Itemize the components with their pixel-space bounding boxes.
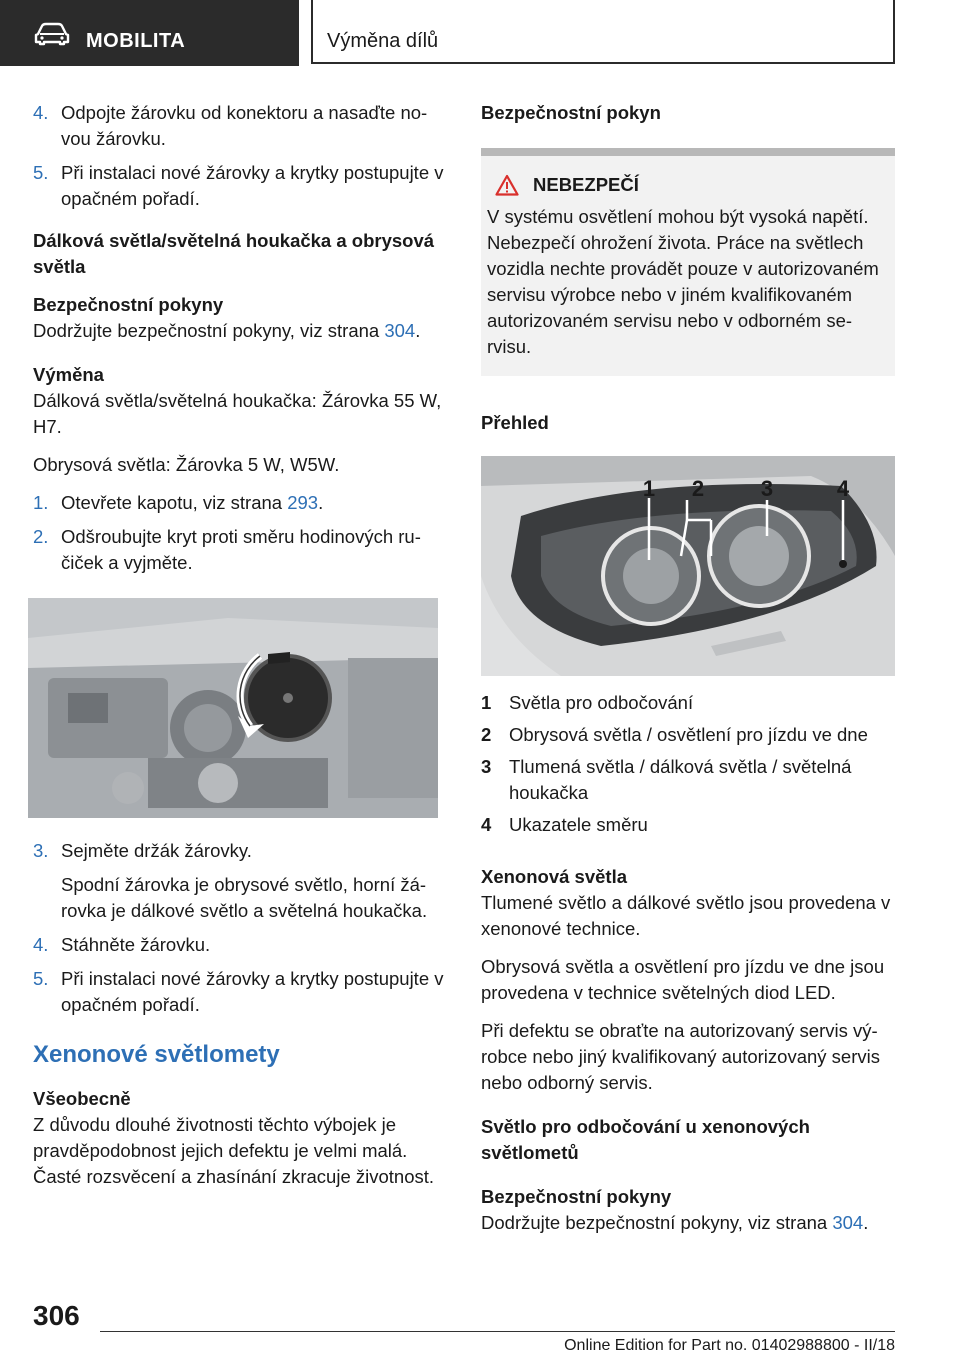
callout-3: 3	[760, 476, 774, 501]
list-item	[33, 100, 453, 152]
safety2-paragraph	[481, 1210, 895, 1236]
safety-dot: .	[415, 320, 421, 341]
list-item	[33, 490, 453, 516]
xenon-paragraph-3: Při defektu se obraťte na autorizovaný servis vý‐robce nebo jiný kvalifikovaný autorizovaný servis nebo odborný servis.	[481, 1020, 880, 1093]
callout-4: 4	[836, 476, 850, 501]
page-number: 306	[33, 1300, 80, 1331]
step-text: Odpojte žárovku od konektoru a nasaďte no‐vou žárovku.	[61, 102, 428, 149]
header-section-tab	[0, 0, 299, 66]
step-number: 1.	[33, 492, 49, 513]
page-link-304[interactable]: 304	[384, 320, 416, 341]
callout-1: 1	[642, 476, 656, 501]
safety2-text: Dodržujte bezpečnostní pokyny, viz strana	[481, 1212, 828, 1233]
header-chapter-label: Výměna dílů	[327, 30, 439, 52]
legend-text: Obrysová světla / osvětlení pro jízdu ve dne	[509, 724, 868, 745]
step-number	[33, 872, 61, 924]
car-icon	[34, 22, 70, 46]
legend-text: Tlumená světla / dálková světla / světelná houkačka	[509, 756, 852, 803]
xenon-lights-subheading: Xenonová světla	[481, 866, 628, 887]
engine-bay-photo	[28, 598, 438, 818]
legend-key: 1	[481, 692, 492, 713]
safety2-subheading: Bezpečnostní pokyny	[481, 1186, 672, 1207]
callout-2: 2	[691, 476, 705, 501]
step-number: 2.	[33, 526, 49, 547]
step-list-b	[33, 490, 453, 576]
general-paragraph: Z důvodu dlouhé životnosti těchto výbojek je pravděpodobnost jejich defektu je velmi malá. Časté rozsvěcení a zhasínání zkracuje životnost.	[33, 1114, 435, 1187]
page-link-304-b[interactable]: 304	[832, 1212, 864, 1233]
step-text: Odšroubujte kryt proti směru hodinových ru‐čiček a vyjměte.	[61, 526, 421, 573]
footer-edition: Online Edition for Part no. 01402988800 - II/18	[564, 1337, 895, 1354]
legend-text: Ukazatele směru	[509, 814, 648, 835]
list-item	[33, 872, 453, 924]
step-text: Při instalaci nové žárovky a krytky postupujte v opačném pořadí.	[61, 162, 444, 209]
safety-paragraph	[33, 318, 453, 344]
step-list-a	[33, 100, 453, 212]
warning-triangle-icon	[495, 174, 519, 196]
safety-subheading: Bezpečnostní pokyny	[33, 294, 224, 315]
cornering-light-heading: Světlo pro odbočování u xenonových světlometů	[481, 1116, 810, 1163]
list-item	[33, 966, 453, 1018]
headlight-illustration	[481, 456, 895, 676]
heading-high-beams: Dálková světla/světelná houkačka a obrysová světla	[33, 230, 435, 277]
legend-text: Světla pro odbočování	[509, 692, 694, 713]
list-item	[33, 524, 453, 576]
xenon-paragraph-2: Obrysová světla a osvětlení pro jízdu ve dne jsou provedena v technice světelných diod LED.	[481, 956, 885, 1003]
replacement-paragraph-1: Dálková světla/světelná houkačka: Žárovka 55 W, H7.	[33, 390, 442, 437]
header-chapter-tab	[311, 0, 895, 64]
step-number: 3.	[33, 840, 49, 861]
legend-row	[481, 690, 895, 716]
xenon-paragraph-1: Tlumené světlo a dálkové světlo jsou provedena v xenonové technice.	[481, 892, 891, 939]
danger-warning-box	[481, 148, 895, 376]
step-post: .	[318, 492, 324, 513]
legend-row	[481, 812, 895, 838]
header-section-label: MOBILITA	[86, 30, 186, 52]
overview-legend	[481, 690, 895, 838]
legend-row	[481, 722, 895, 748]
legend-row	[481, 754, 895, 806]
warning-label: NEBEZPEČÍ	[533, 174, 639, 195]
step-number: 5.	[33, 968, 49, 989]
legend-key: 2	[481, 724, 492, 745]
page-link-293[interactable]: 293	[287, 492, 319, 513]
overview-heading: Přehled	[481, 412, 549, 433]
list-item	[33, 160, 453, 212]
warning-text: V systému osvětlení mohou být vysoká napětí. Nebezpečí ohrožení života. Práce na světlech vozidla nechte provádět pouze v autorizovaném servisu výrobce nebo v jiném kvalifikovaném autorizovaném servisu nebo v odborném se‐rvisu.	[487, 206, 879, 357]
safety-text: Dodržujte bezpečnostní pokyny, viz strana	[33, 320, 380, 341]
step-number: 4.	[33, 102, 49, 123]
step-note: Spodní žárovka je obrysové světlo, horní žá‐rovka je dálkové světlo a světelná houkačka.	[61, 874, 428, 921]
left-column	[33, 100, 453, 1202]
step-number: 4.	[33, 934, 49, 955]
warning-title	[487, 172, 889, 198]
step-list-c	[33, 838, 453, 1018]
legend-key: 3	[481, 756, 492, 777]
engine-bay-illustration	[28, 598, 438, 818]
section-title-xenon: Xenonové světlomety	[33, 1041, 280, 1068]
step-text	[61, 490, 453, 516]
step-text: Při instalaci nové žárovky a krytky postupujte v opačném pořadí.	[61, 968, 444, 1015]
list-item	[33, 932, 453, 958]
step-number: 5.	[33, 162, 49, 183]
step-pre: Otevřete kapotu, viz strana	[61, 492, 283, 513]
legend-key: 4	[481, 814, 492, 835]
replacement-subheading: Výměna	[33, 364, 104, 385]
list-item	[33, 838, 453, 864]
footer-divider	[100, 1331, 895, 1332]
general-subheading: Všeobecně	[33, 1088, 131, 1109]
step-text: Sejměte držák žárovky.	[61, 840, 252, 861]
right-column	[481, 100, 895, 1248]
safety-note-heading: Bezpečnostní pokyn	[481, 102, 661, 123]
safety2-dot: .	[863, 1212, 869, 1233]
replacement-paragraph-2: Obrysová světla: Žárovka 5 W, W5W.	[33, 454, 340, 475]
headlight-photo	[481, 456, 895, 676]
step-text: Stáhněte žárovku.	[61, 934, 211, 955]
